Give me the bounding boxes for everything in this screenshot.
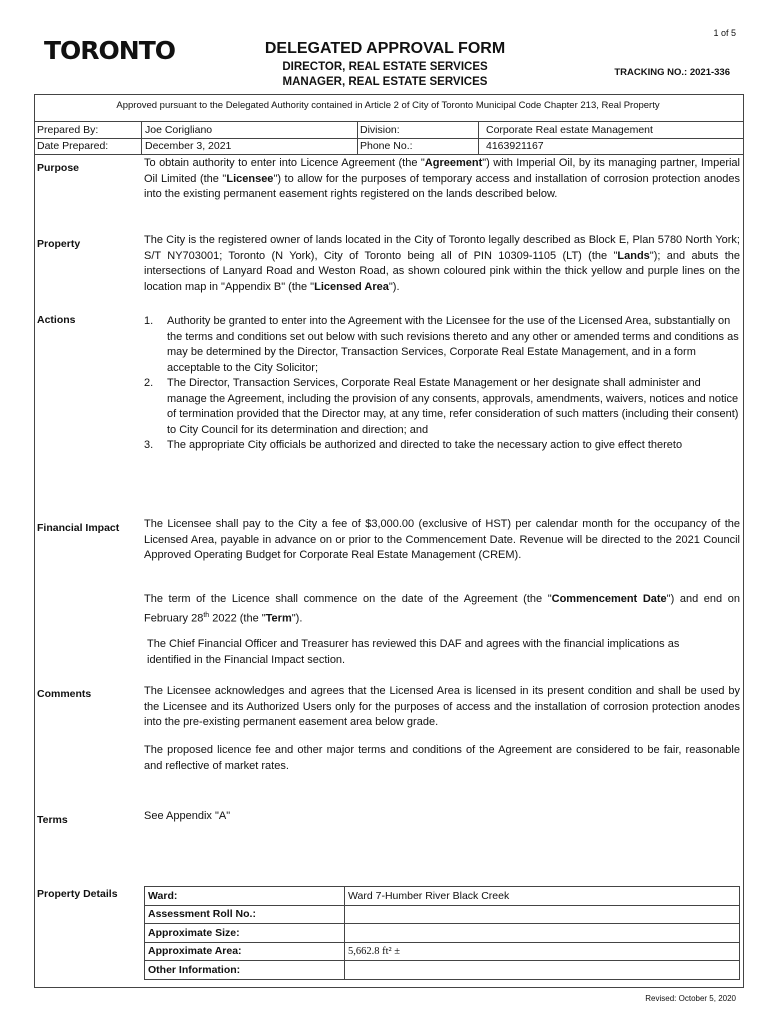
- comments-label: Comments: [37, 688, 92, 700]
- pd-value: Ward 7-Humber River Black Creek: [345, 887, 740, 906]
- action-item: [144, 438, 740, 454]
- pd-key: Approximate Size:: [145, 924, 345, 943]
- action-text: Authority be granted to enter into the Agreement with the Licensee for the use of the Licensed Area, substantially on the terms and conditions set out below with such revisions thereto and any other or amended terms and conditions as may be determined by the Director, Transaction Services, Corporate Real Estate Management, and in a form acceptable to the City Solicitor;: [167, 315, 739, 374]
- date-prepared-label: Date Prepared:: [37, 140, 109, 152]
- financial-para-1: The Licensee shall pay to the City a fee of $3,000.00 (exclusive of HST) per calendar month for the occupancy of the Licensed Area, payable in advance on or prior to the Commencement Date. Revenue will be directed to the 2021 Council Approved Operating Budget for Corporate Real Estate Management (CREM).: [144, 518, 740, 561]
- subtitle-line-1: DIRECTOR, REAL ESTATE SERVICES: [282, 61, 488, 73]
- divider: [141, 121, 142, 154]
- financial-para-3: The Chief Financial Officer and Treasurer has reviewed this DAF and agrees with the financial implications as identified in the Financial Impact section.: [147, 638, 680, 666]
- property-details-table: [144, 886, 740, 980]
- pd-value: [345, 961, 740, 980]
- action-number: 3.: [144, 439, 154, 451]
- tracking-value: 2021-336: [689, 67, 730, 78]
- pd-value: [345, 905, 740, 924]
- divider: [478, 121, 479, 154]
- form-title: DELEGATED APPROVAL FORM: [264, 40, 506, 57]
- approval-note: Approved pursuant to the Delegated Authority contained in Article 2 of City of Toronto Municipal Code Chapter 213, Real Property: [116, 100, 660, 111]
- revised-date: Revised: October 5, 2020: [645, 994, 736, 1003]
- pd-key: Assessment Roll No.:: [145, 905, 345, 924]
- property-text: The City is the registered owner of lands located in the City of Toronto legally described as Block E, Plan 5780 North York; S/T NY703001; Toronto (N York), City of Toronto being all of PIN 10309-1105 (LT) (the "Lands"); and abuts the intersections of Lanyard Road and Weston Road, as shown coloured pink within the thick yellow and purple lines on the location map in "Appendix B" (the "Licensed Area").: [144, 234, 740, 293]
- logo-wordmark: TORONTO: [44, 35, 176, 65]
- prepared-by-label: Prepared By:: [37, 124, 99, 136]
- action-number: 1.: [144, 315, 154, 327]
- action-item: [144, 376, 740, 438]
- tracking-label: TRACKING NO.:: [614, 67, 688, 78]
- pd-key: Other Information:: [145, 961, 345, 980]
- financial-para-2: The term of the Licence shall commence on the date of the Agreement (the "Commencement Date") and end on February 28th 2022 (the "Term").: [144, 593, 740, 625]
- division-label: Division:: [360, 124, 400, 136]
- property-label: Property: [37, 238, 81, 250]
- date-prepared-value: December 3, 2021: [145, 140, 232, 152]
- financial-impact-label: Financial Impact: [37, 522, 120, 534]
- pd-value: [345, 924, 740, 943]
- action-text: The Director, Transaction Services, Corporate Real Estate Management or her designate shall administer and manage the Agreement, including the provision of any consents, approvals, amendments, waivers, notices and notice of termination provided that the Director may, at any time, refer consideration of such matters (including their consent) to City Council for its determination and direction; and: [167, 377, 739, 436]
- purpose-label: Purpose: [37, 162, 80, 174]
- form-subtitle: [270, 60, 500, 90]
- property-details-label: Property Details: [37, 888, 118, 900]
- division-value: Corporate Real estate Management: [486, 124, 653, 136]
- action-item: [144, 314, 740, 376]
- pd-value: 5,662.8 ft² ±: [345, 942, 740, 961]
- tracking-number: [614, 67, 730, 78]
- divider: [357, 121, 358, 154]
- terms-label: Terms: [37, 814, 68, 826]
- purpose-text: To obtain authority to enter into Licence Agreement (the "Agreement") with Imperial Oil, by its managing partner, Imperial Oil Limited (the "Licensee") to allow for the purposes of temporary access and installation of corrosion protection anodes into the existing permanent easement rights registered on the lands described below.: [144, 157, 741, 200]
- subtitle-line-2: MANAGER, REAL ESTATE SERVICES: [282, 76, 488, 88]
- pd-key: Approximate Area:: [145, 942, 345, 961]
- action-text: The appropriate City officials be authorized and directed to take the necessary action to give effect thereto: [167, 439, 683, 451]
- actions-label: Actions: [37, 314, 76, 326]
- divider: [34, 154, 743, 155]
- phone-value: 4163921167: [486, 140, 544, 152]
- comments-para-2: The proposed licence fee and other major terms and conditions of the Agreement are considered to be fair, reasonable and reflective of market rates.: [144, 744, 740, 772]
- table-row: [145, 887, 740, 906]
- phone-label: Phone No.:: [360, 140, 413, 152]
- terms-text: See Appendix "A": [144, 810, 231, 822]
- pd-key: Ward:: [145, 887, 345, 906]
- actions-list: [144, 314, 740, 454]
- comments-para-1: The Licensee acknowledges and agrees that the Licensed Area is licensed in its present condition and shall be used by the Licensee and its Authorized Users only for the purposes of access and the installation of corrosion protection anodes into the pre-existing permanent easement area below grade.: [144, 685, 740, 728]
- table-row: [145, 961, 740, 980]
- prepared-by-value: Joe Corigliano: [145, 124, 213, 136]
- page-indicator: 1 of 5: [713, 28, 736, 38]
- action-number: 2.: [144, 377, 154, 389]
- table-row: [145, 942, 740, 961]
- table-row: [145, 924, 740, 943]
- table-row: [145, 905, 740, 924]
